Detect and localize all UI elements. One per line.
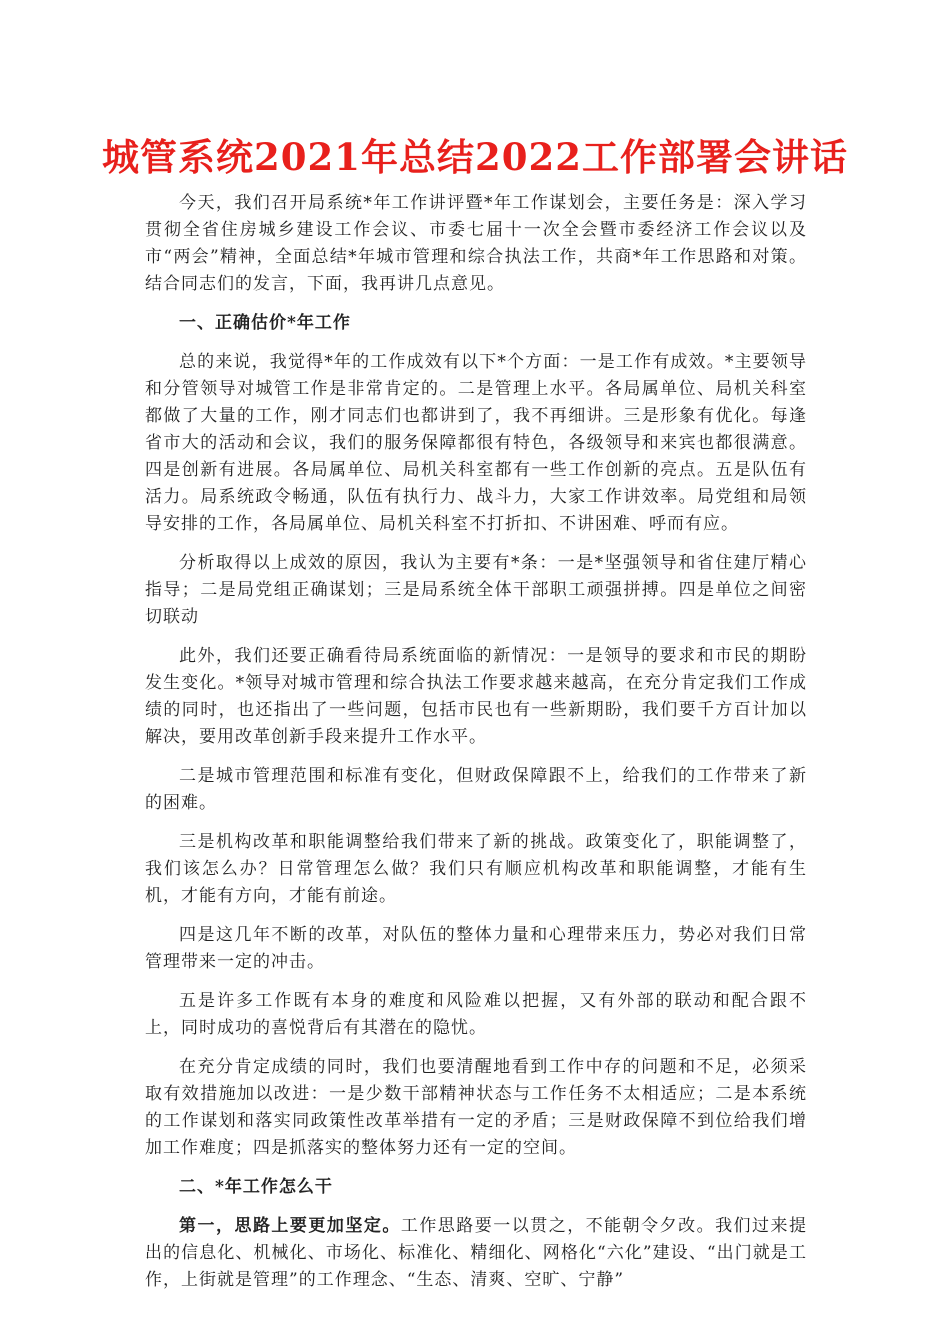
body-paragraph: 二是城市管理范围和标准有变化，但财政保障跟不上，给我们的工作带来了新的困难。: [145, 766, 807, 813]
body-paragraph: 四是这几年不断的改革，对队伍的整体力量和心理带来压力，势必对我们日常管理带来一定的冲击。: [145, 925, 807, 972]
intro-paragraph: 今天，我们召开局系统*年工作讲评暨*年工作谋划会，主要任务是：深入学习贯彻全省住房城乡建设工作会议、市委七届十一次全会暨市委经济工作会议以及市“两会”精神，全面总结*年城市管理和综合执法工作，共商*年工作思路和对策。结合同志们的发言，下面，我再讲几点意见。: [145, 193, 807, 294]
body-paragraph: 三是机构改革和职能调整给我们带来了新的挑战。政策变化了，职能调整了，我们该怎么办？日常管理怎么做？我们只有顺应机构改革和职能调整，才能有生机，才能有方向，才能有前途。: [145, 832, 807, 906]
document-body: [145, 190, 807, 1306]
body-paragraph: 分析取得以上成效的原因，我认为主要有*条：一是*坚强领导和省住建厅精心指导；二是局党组正确谋划；三是局系统全体干部职工顽强拼搏。四是单位之间密切联动: [145, 553, 807, 627]
section-heading-2: 二、*年工作怎么干: [179, 1177, 333, 1197]
document-title: 城管系统2021年总结2022工作部署会讲话: [102, 135, 848, 179]
body-paragraph: 在充分肯定成绩的同时，我们也要清醒地看到工作中存的问题和不足，必须采取有效措施加以改进：一是少数干部精神状态与工作任务不太相适应；二是本系统的工作谋划和落实同政策性改革举措有一定的矛盾；三是财政保障不到位给我们增加工作难度；四是抓落实的整体努力还有一定的空间。: [145, 1057, 807, 1158]
section2-text: 工作思路要一以贯之，不能朝令夕改。我们过来提出的信息化、机械化、市场化、标准化、精细化、网格化“六化”建设、“出门就是工作，上街就是管理”的工作理念、“生态、清爽、空旷、宁静”: [145, 1216, 808, 1290]
section2-paragraph: [145, 1213, 807, 1294]
body-paragraph: 五是许多工作既有本身的难度和风险难以把握，又有外部的联动和配合跟不上，同时成功的喜悦背后有其潜在的隐忧。: [145, 991, 807, 1038]
body-paragraph: 总的来说，我觉得*年的工作成效有以下*个方面：一是工作有成效。*主要领导和分管领导对城管工作是非常肯定的。二是管理上水平。各局属单位、局机关科室都做了大量的工作，刚才同志们也都讲到了，我不再细讲。三是形象有优化。每逢省市大的活动和会议，我们的服务保障都很有特色，各级领导和来宾也都很满意。四是创新有进展。各局属单位、局机关科室都有一些工作创新的亮点。五是队伍有活力。局系统政令畅通，队伍有执行力、战斗力，大家工作讲效率。局党组和局领导安排的工作，各局属单位、局机关科室不打折扣、不讲困难、呼而有应。: [145, 352, 807, 534]
section-heading-1: 一、正确估价*年工作: [179, 313, 351, 333]
body-paragraph: 此外，我们还要正确看待局系统面临的新情况：一是领导的要求和市民的期盼发生变化。*领导对城市管理和综合执法工作要求越来越高，在充分肯定我们工作成绩的同时，也还指出了一些问题，包括市民也有一些新期盼，我们要千方百计加以解决，要用改革创新手段来提升工作水平。: [145, 646, 807, 747]
section2-lead: 第一，思路上要更加坚定。: [179, 1216, 401, 1236]
